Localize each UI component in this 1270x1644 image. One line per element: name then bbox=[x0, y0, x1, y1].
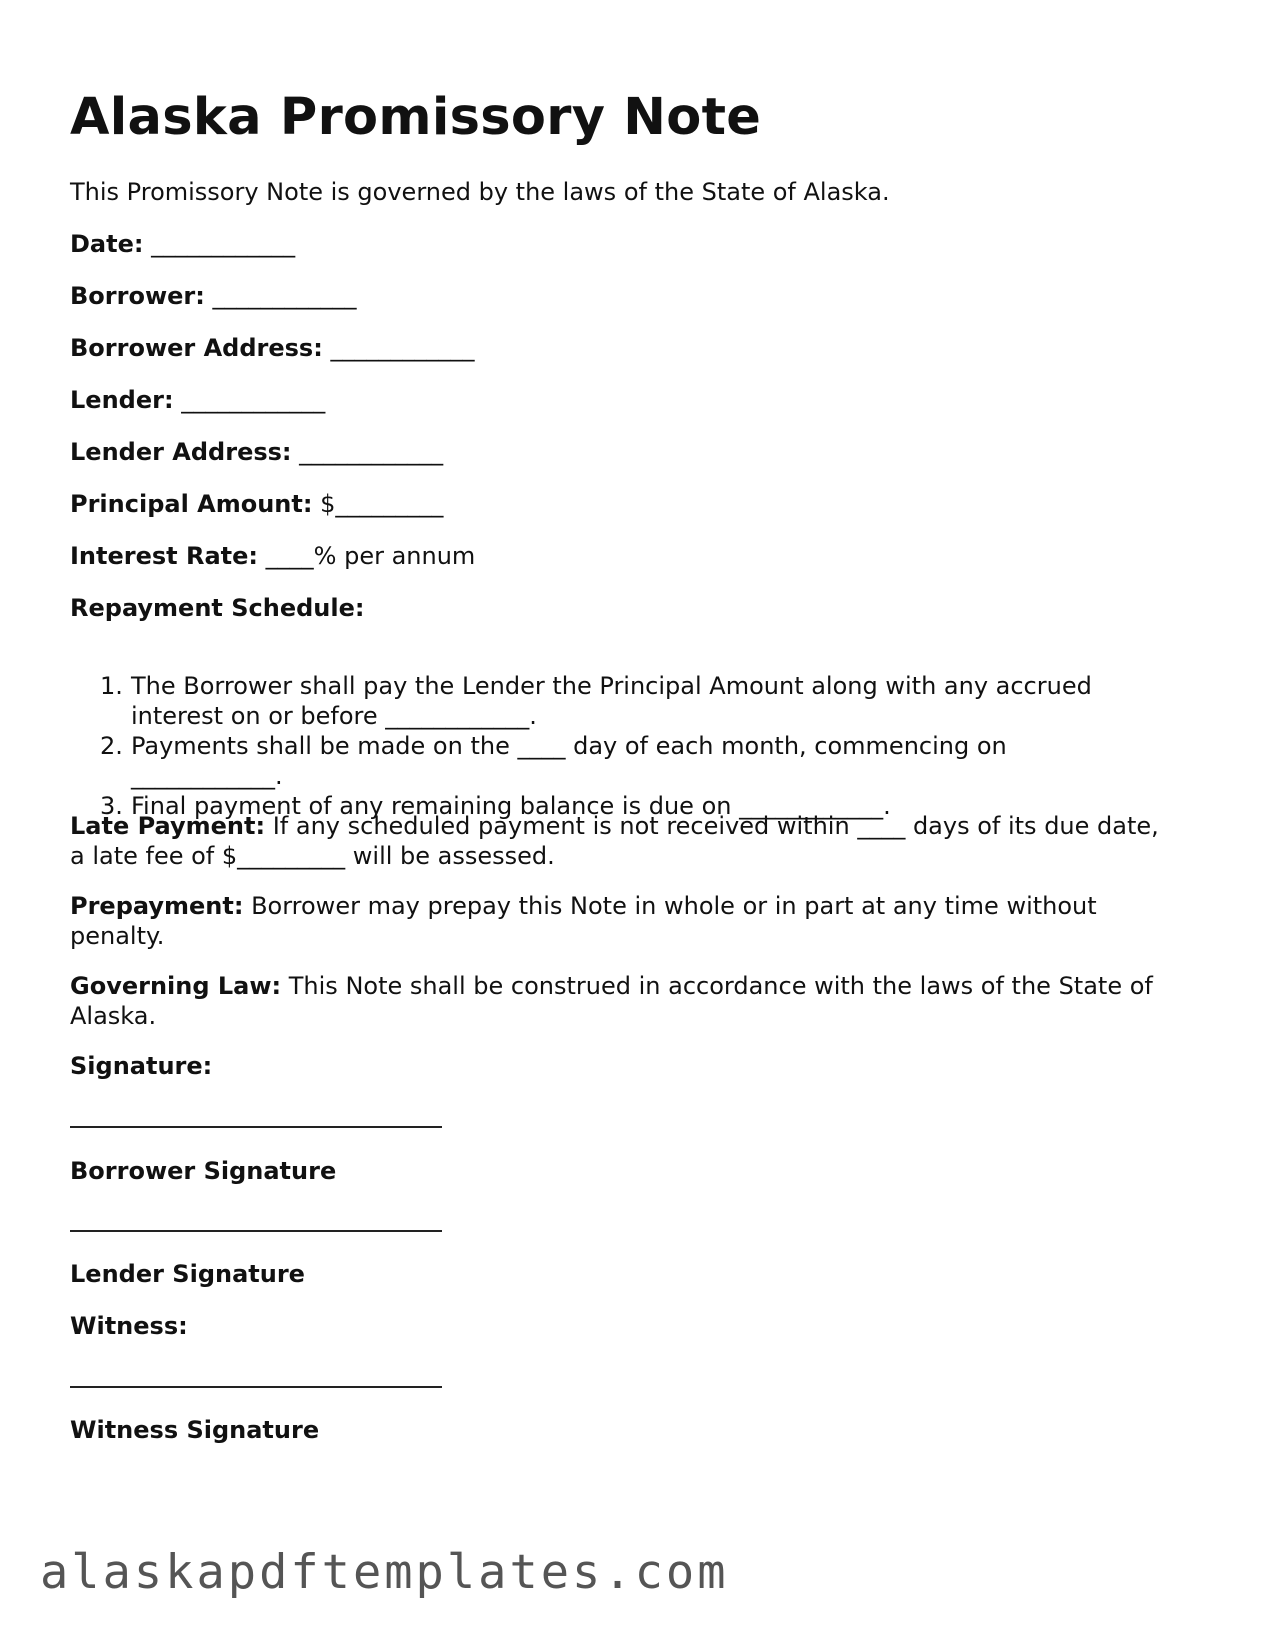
borrower-blank: ____________ bbox=[212, 282, 357, 310]
list-item-line: ____________. bbox=[131, 762, 283, 790]
borrower-label: Borrower: bbox=[70, 282, 205, 310]
borrower-address-field bbox=[70, 333, 474, 363]
witness-signature-label: Witness Signature bbox=[70, 1416, 320, 1444]
principal-amount-label: Principal Amount: bbox=[70, 490, 313, 518]
late-payment-clause bbox=[70, 811, 1159, 871]
list-item-number: 3. bbox=[100, 792, 123, 820]
lender-address-field bbox=[70, 437, 443, 467]
lender-label: Lender: bbox=[70, 386, 174, 414]
list-item bbox=[70, 671, 1200, 731]
governing-law-text: Alaska. bbox=[70, 1002, 157, 1030]
date-blank: ____________ bbox=[151, 230, 296, 258]
signature-heading: Signature: bbox=[70, 1052, 213, 1080]
principal-amount-value: $_________ bbox=[320, 490, 444, 518]
borrower-field bbox=[70, 281, 356, 311]
witness-signature-line[interactable] bbox=[70, 1386, 442, 1388]
intro-text: This Promissory Note is governed by the laws of the State of Alaska. bbox=[70, 178, 890, 206]
borrower-signature-line[interactable] bbox=[70, 1126, 442, 1128]
watermark-text: alaskapdftemplates.com bbox=[40, 1545, 729, 1600]
prepayment-text: penalty. bbox=[70, 922, 165, 950]
governing-law-clause bbox=[70, 971, 1153, 1031]
prepayment-label: Prepayment: bbox=[70, 892, 244, 920]
list-item bbox=[70, 731, 1200, 791]
repayment-heading: Repayment Schedule: bbox=[70, 594, 365, 622]
governing-law-text: This Note shall be construed in accordance with the laws of the State of bbox=[281, 972, 1153, 1000]
lender-field bbox=[70, 385, 325, 415]
lender-blank: ____________ bbox=[181, 386, 326, 414]
borrower-address-label: Borrower Address: bbox=[70, 334, 323, 362]
witness-heading: Witness: bbox=[70, 1312, 188, 1340]
lender-address-blank: ____________ bbox=[299, 438, 444, 466]
lender-address-label: Lender Address: bbox=[70, 438, 292, 466]
borrower-address-blank: ____________ bbox=[330, 334, 475, 362]
late-payment-label: Late Payment: bbox=[70, 812, 266, 840]
prepayment-clause bbox=[70, 891, 1097, 951]
governing-law-label: Governing Law: bbox=[70, 972, 282, 1000]
late-payment-text: a late fee of $_________ will be assessed. bbox=[70, 842, 555, 870]
list-item-number: 1. bbox=[100, 672, 123, 700]
late-payment-text: If any scheduled payment is not received within ____ days of its due date, bbox=[265, 812, 1159, 840]
interest-rate-label: Interest Rate: bbox=[70, 542, 259, 570]
page-title: Alaska Promissory Note bbox=[70, 88, 762, 147]
lender-signature-line[interactable] bbox=[70, 1230, 442, 1232]
interest-rate-field bbox=[70, 541, 475, 571]
list-item-line: Payments shall be made on the ____ day of each month, commencing on bbox=[131, 732, 1007, 760]
date-label: Date: bbox=[70, 230, 144, 258]
interest-rate-value: ____% per annum bbox=[265, 542, 476, 570]
date-field bbox=[70, 229, 295, 259]
principal-amount-field bbox=[70, 489, 443, 519]
list-item-line: Final payment of any remaining balance is due on ____________. bbox=[131, 792, 891, 820]
prepayment-text: Borrower may prepay this Note in whole or in part at any time without bbox=[243, 892, 1097, 920]
list-item-number: 2. bbox=[100, 732, 123, 760]
list-item-line: The Borrower shall pay the Lender the Principal Amount along with any accrued bbox=[131, 672, 1092, 700]
list-item-line: interest on or before ____________. bbox=[131, 702, 537, 730]
repayment-list bbox=[70, 671, 1200, 821]
lender-signature-label: Lender Signature bbox=[70, 1260, 305, 1288]
borrower-signature-label: Borrower Signature bbox=[70, 1157, 337, 1185]
